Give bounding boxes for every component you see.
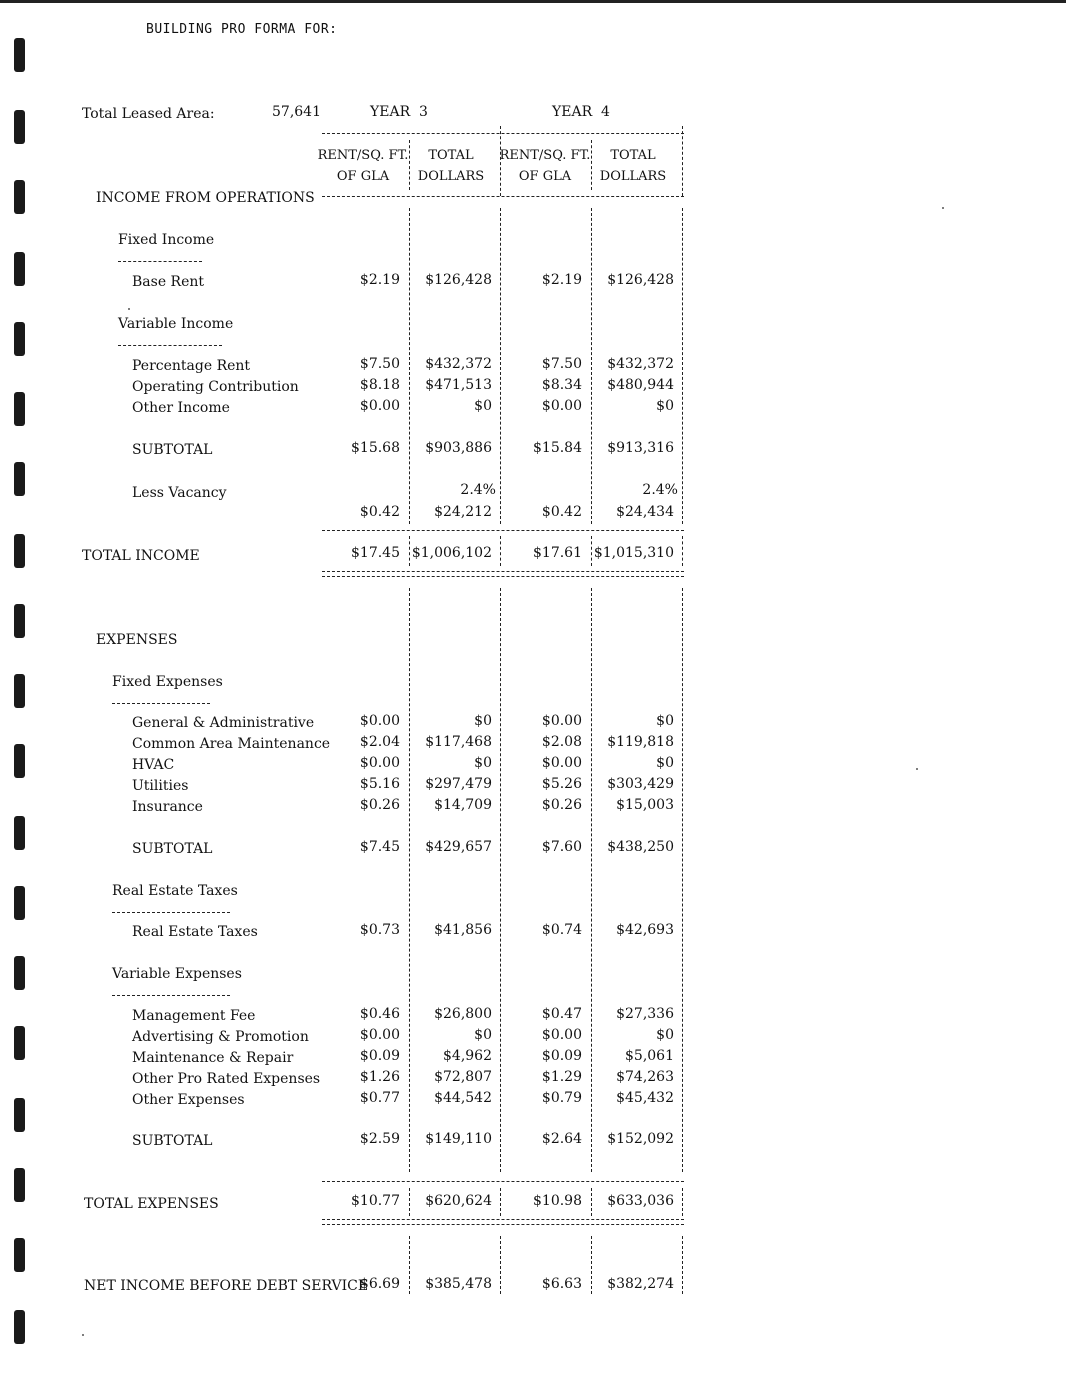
y3-total-value: $429,657 [425, 839, 492, 855]
row-label-net-income: NET INCOME BEFORE DEBT SERVICE [84, 1278, 369, 1294]
col-header-line: TOTAL [610, 148, 656, 163]
row-label: SUBTOTAL [132, 442, 213, 458]
page-title: BUILDING PRO FORMA FOR: [146, 22, 338, 37]
y3-total-value: $0 [474, 1027, 492, 1043]
y4-total-value: $15,003 [616, 797, 674, 813]
section-fixed-expenses: Fixed Expenses [112, 674, 223, 690]
y4-total-value: $126,428 [607, 272, 674, 288]
punch-hole [14, 604, 25, 638]
y4-total-value: $5,061 [625, 1048, 674, 1064]
rule [322, 1181, 684, 1182]
punch-hole [14, 674, 25, 708]
y4-rent-value: $0.00 [541, 713, 582, 729]
double-rule [322, 571, 684, 577]
year-3-heading: YEAR 3 [370, 104, 428, 120]
section-fixed-income: Fixed Income [118, 232, 215, 248]
y3-total-value: $149,110 [425, 1131, 492, 1147]
y3-total-value: $0 [474, 713, 492, 729]
punch-hole [14, 322, 25, 356]
y4-total-value: $913,316 [607, 440, 674, 456]
row-label: Insurance [132, 799, 203, 815]
row-label-total-expenses: TOTAL EXPENSES [84, 1196, 219, 1212]
y3-rent-value: $0.42 [359, 504, 400, 520]
scan-speck [942, 207, 944, 209]
y4-total-value: $42,693 [616, 922, 674, 938]
y3-rent-value: $0.00 [359, 755, 400, 771]
punch-hole [14, 252, 25, 286]
y4-rent-value: $10.98 [533, 1193, 582, 1209]
col-header-y3-rent [316, 145, 410, 187]
y3-rent-value: $0.26 [359, 797, 400, 813]
punch-hole [14, 180, 25, 214]
row-label: SUBTOTAL [132, 841, 213, 857]
y4-total-value: $633,036 [607, 1193, 674, 1209]
y4-total-value: $303,429 [607, 776, 674, 792]
section-underline [112, 912, 230, 913]
y3-total-value: $41,856 [434, 922, 492, 938]
y3-rent-value: $7.50 [359, 356, 400, 372]
y3-rent-value: $6.69 [359, 1276, 400, 1292]
row-label: Base Rent [132, 274, 205, 290]
y4-rent-value: $7.60 [541, 839, 582, 855]
y4-rent-value: $0.00 [541, 1027, 582, 1043]
y4-total-value: $382,274 [607, 1276, 674, 1292]
y4-rent-value: $8.34 [541, 377, 582, 393]
y3-rent-value: $2.59 [359, 1131, 400, 1147]
column-separator [409, 140, 410, 190]
section-expenses: EXPENSES [96, 632, 178, 648]
row-label: HVAC [132, 757, 175, 773]
y3-rent-value: $0.73 [359, 922, 400, 938]
y3-total-value: $0 [474, 755, 492, 771]
y3-total-value: $432,372 [425, 356, 492, 372]
row-label: Management Fee [132, 1008, 256, 1024]
y3-total-value: $4,962 [443, 1048, 492, 1064]
col-header-line: OF GLA [518, 169, 572, 184]
y3-total-value: $0 [474, 398, 492, 414]
header-bottom-rule [322, 196, 684, 197]
column-separator [682, 536, 683, 566]
y4-rent-value: $17.61 [533, 545, 582, 561]
punch-hole [14, 1026, 25, 1060]
punch-hole [14, 462, 25, 496]
section-underline [112, 995, 230, 996]
col-header-line: DOLLARS [417, 169, 485, 184]
y4-vacancy-rate: 2.4% [642, 482, 678, 498]
col-header-y4-rent [498, 145, 592, 187]
punch-hole [14, 110, 25, 144]
column-separator [682, 126, 683, 196]
y4-total-value: $24,434 [616, 504, 674, 520]
y3-rent-value: $8.18 [359, 377, 400, 393]
y4-total-value: $45,432 [616, 1090, 674, 1106]
row-label: SUBTOTAL [132, 1133, 213, 1149]
year-4-heading: YEAR 4 [552, 104, 610, 120]
section-variable-expenses: Variable Expenses [112, 966, 242, 982]
y3-total-value: $1,006,102 [411, 545, 492, 561]
y3-rent-value: $5.16 [359, 776, 400, 792]
scan-speck [82, 1334, 84, 1336]
y3-total-value: $126,428 [425, 272, 492, 288]
punch-hole [14, 1310, 25, 1344]
punch-hole [14, 886, 25, 920]
column-separator [591, 140, 592, 190]
y3-total-value: $117,468 [425, 734, 492, 750]
header-top-rule [322, 133, 684, 134]
y3-rent-value: $2.19 [359, 272, 400, 288]
y4-total-value: $0 [656, 1027, 674, 1043]
punch-hole [14, 744, 25, 778]
scan-speck [128, 308, 130, 310]
row-label: Maintenance & Repair [132, 1050, 294, 1066]
col-header-line: TOTAL [428, 148, 474, 163]
y3-rent-value: $0.09 [359, 1048, 400, 1064]
y4-total-value: $74,263 [616, 1069, 674, 1085]
column-separator [682, 1236, 683, 1294]
y4-rent-value: $6.63 [541, 1276, 582, 1292]
y3-rent-value: $7.45 [359, 839, 400, 855]
y3-rent-value: $17.45 [351, 545, 400, 561]
y4-rent-value: $7.50 [541, 356, 582, 372]
y4-total-value: $480,944 [607, 377, 674, 393]
leased-area-value: 57,641 [272, 104, 321, 120]
row-label: Operating Contribution [132, 379, 299, 395]
punch-hole [14, 1168, 25, 1202]
double-rule [322, 1219, 684, 1225]
y3-total-value: $471,513 [425, 377, 492, 393]
y3-rent-value: $0.46 [359, 1006, 400, 1022]
row-label: Less Vacancy [132, 485, 227, 501]
y3-total-value: $24,212 [434, 504, 492, 520]
leased-area-label: Total Leased Area: [82, 106, 215, 122]
rule [322, 530, 684, 531]
row-label: Common Area Maintenance [132, 736, 331, 752]
y4-rent-value: $0.00 [541, 398, 582, 414]
y4-rent-value: $1.29 [541, 1069, 582, 1085]
column-separator [682, 588, 683, 1172]
y3-total-value: $14,709 [434, 797, 492, 813]
punch-hole [14, 1098, 25, 1132]
section-underline [118, 345, 222, 346]
y4-rent-value: $0.42 [541, 504, 582, 520]
y3-rent-value: $1.26 [359, 1069, 400, 1085]
y3-vacancy-rate: 2.4% [460, 482, 496, 498]
row-label: General & Administrative [132, 715, 315, 731]
y4-rent-value: $2.19 [541, 272, 582, 288]
col-header-line: RENT/SQ. FT. [499, 148, 591, 163]
col-header-y3-total [412, 145, 490, 187]
row-label: Other Expenses [132, 1092, 245, 1108]
y4-rent-value: $0.09 [541, 1048, 582, 1064]
y4-rent-value: $2.08 [541, 734, 582, 750]
punch-hole [14, 534, 25, 568]
y3-rent-value: $10.77 [351, 1193, 400, 1209]
scan-speck [916, 768, 918, 770]
y4-rent-value: $0.47 [541, 1006, 582, 1022]
y4-total-value: $0 [656, 398, 674, 414]
row-label: Percentage Rent [132, 358, 251, 374]
y4-total-value: $0 [656, 713, 674, 729]
y3-rent-value: $2.04 [359, 734, 400, 750]
col-header-line: OF GLA [336, 169, 390, 184]
row-label: Real Estate Taxes [132, 924, 258, 940]
y3-total-value: $903,886 [425, 440, 492, 456]
y3-total-value: $26,800 [434, 1006, 492, 1022]
col-header-line: RENT/SQ. FT. [317, 148, 409, 163]
y4-rent-value: $2.64 [541, 1131, 582, 1147]
y4-rent-value: $0.79 [541, 1090, 582, 1106]
y4-rent-value: $0.00 [541, 755, 582, 771]
y3-total-value: $72,807 [434, 1069, 492, 1085]
section-underline [112, 703, 210, 704]
y3-total-value: $385,478 [425, 1276, 492, 1292]
column-separator [682, 1188, 683, 1216]
y4-total-value: $432,372 [607, 356, 674, 372]
y4-total-value: $152,092 [607, 1131, 674, 1147]
punch-hole [14, 956, 25, 990]
punch-hole [14, 816, 25, 850]
section-real-estate-taxes: Real Estate Taxes [112, 883, 238, 899]
y4-rent-value: $5.26 [541, 776, 582, 792]
y3-rent-value: $0.00 [359, 398, 400, 414]
y3-total-value: $620,624 [425, 1193, 492, 1209]
section-variable-income: Variable Income [118, 316, 234, 332]
y3-rent-value: $0.00 [359, 1027, 400, 1043]
y3-total-value: $44,542 [434, 1090, 492, 1106]
row-label: Advertising & Promotion [132, 1029, 309, 1045]
col-header-y4-total [594, 145, 672, 187]
y4-total-value: $119,818 [607, 734, 674, 750]
column-separator [682, 208, 683, 524]
punch-hole [14, 1238, 25, 1272]
row-label: Utilities [132, 778, 189, 794]
y3-total-value: $297,479 [425, 776, 492, 792]
section-income: INCOME FROM OPERATIONS [96, 190, 315, 206]
row-label: Other Income [132, 400, 230, 416]
y4-total-value: $1,015,310 [593, 545, 674, 561]
punch-hole [14, 38, 25, 72]
y3-rent-value: $0.77 [359, 1090, 400, 1106]
column-separator [500, 126, 501, 196]
y4-rent-value: $0.26 [541, 797, 582, 813]
y4-rent-value: $0.74 [541, 922, 582, 938]
section-underline [118, 261, 202, 262]
y3-rent-value: $15.68 [351, 440, 400, 456]
y3-rent-value: $0.00 [359, 713, 400, 729]
y4-total-value: $27,336 [616, 1006, 674, 1022]
y4-rent-value: $15.84 [533, 440, 582, 456]
y4-total-value: $438,250 [607, 839, 674, 855]
page-top-edge [0, 0, 1066, 3]
row-label-total-income: TOTAL INCOME [82, 548, 200, 564]
col-header-line: DOLLARS [599, 169, 667, 184]
row-label: Other Pro Rated Expenses [132, 1071, 321, 1087]
y4-total-value: $0 [656, 755, 674, 771]
punch-hole [14, 392, 25, 426]
